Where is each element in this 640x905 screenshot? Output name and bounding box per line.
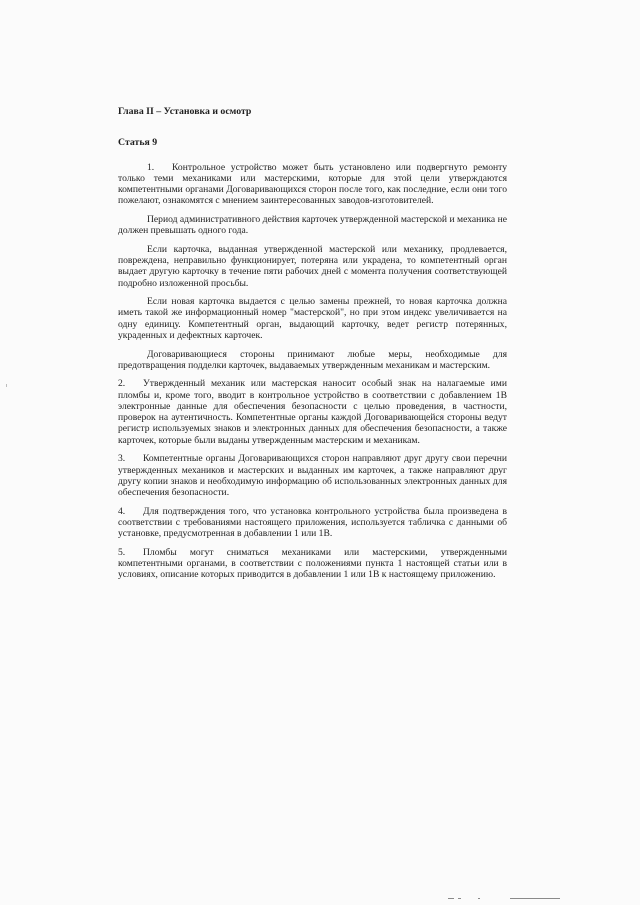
paragraph-1	[118, 162, 507, 207]
paragraph-text: Если новая карточка выдается с целью замены прежней, то новая карточка должна иметь такой же информационный номер "мастерской", но при этом индекс увеличивается на одну единицу. Компетентный орган, выдающий карточку, ведет регистр потерянных, украденных и дефектных карточек.	[118, 296, 507, 342]
paragraph-text: Компетентные органы Договаривающихся сторон направляют друг другу свои перечни утвержденных механиков и мастерских и выданных им карточек, а также направляют друг другу копии знаков и необходимую информацию об использованных электронных данных для обеспечения безопасности.	[118, 453, 507, 499]
paragraph-number: 2.	[118, 378, 126, 390]
article-title: Статья 9	[118, 137, 158, 149]
chapter-title: Глава II – Установка и осмотр	[118, 106, 252, 117]
paragraph-5	[118, 547, 507, 581]
paragraph-text: Период административного действия карточек утвержденной мастерской и механика не должен превышать одного года.	[118, 213, 507, 237]
paragraph-number: 4.	[118, 505, 126, 517]
scan-bottom-mark	[448, 898, 560, 900]
paragraph-number: 1.	[147, 161, 155, 173]
paragraph-text: Если карточка, выданная утвержденной мастерской или механику, продлевается, повреждена, неправильно функционирует, потеряна или украдена, то компетентный орган выдает другую карточку в течение пяти рабочих дней с момента получения соответствующей подробно изложенной просьбы.	[118, 243, 507, 289]
paragraph-text: Для подтверждения того, что установка контрольного устройства была произведена в соответствии с требованиями настоящего приложения, используется табличка с данными об установке, предусмотренная в добавлении 1 или 1В.	[118, 505, 507, 540]
paragraph-text: Утвержденный механик или мастерская наносит особый знак на налагаемые ими пломбы и, кроме того, вводит в контрольное устройство в соответствии с добавлением 1В электронные данные для обеспечения безопасности с целью проведения, в частности, проверок на аутентичность. Компетентные органы каждой Договаривающейся стороны ведут регистр используемых знаков и электронных данных для обеспечения безопасности, а также карточек, которые были выданы утвержденным мастерским и механикам.	[118, 378, 507, 446]
document-body	[118, 106, 507, 588]
paragraph-3	[118, 453, 507, 498]
paragraph-2	[118, 378, 507, 446]
scan-edge-mark	[6, 384, 7, 387]
paragraph-1-forgery	[118, 349, 507, 372]
paragraph-1-period	[118, 214, 507, 237]
paragraph-number: 3.	[118, 453, 126, 465]
paragraph-text: Контрольное устройство может быть установлено или подвергнуто ремонту только теми механиками или мастерскими, которые для этой цели утверждаются компетентными органами Договаривающихся сторон после того, как последние, если они того пожелают, ознакомятся с мнением заинтересованных заводов-изготовителей.	[118, 161, 507, 207]
paragraph-text: Пломбы могут сниматься механиками или мастерскими, утвержденными компетентными органами, в соответствии с положениями пункта 1 настоящей статьи или в условиях, описание которых приводится в добавлении 1 или 1В к настоящему приложению.	[118, 546, 507, 581]
paragraph-text: Договаривающиеся стороны принимают любые меры, необходимые для предотвращения подделки карточек, выдаваемых утвержденным механикам и мастерским.	[118, 348, 507, 371]
paragraph-4	[118, 506, 507, 540]
paragraph-1-replacement	[118, 244, 507, 289]
paragraph-number: 5.	[118, 546, 126, 558]
paragraph-1-new-card	[118, 296, 507, 341]
